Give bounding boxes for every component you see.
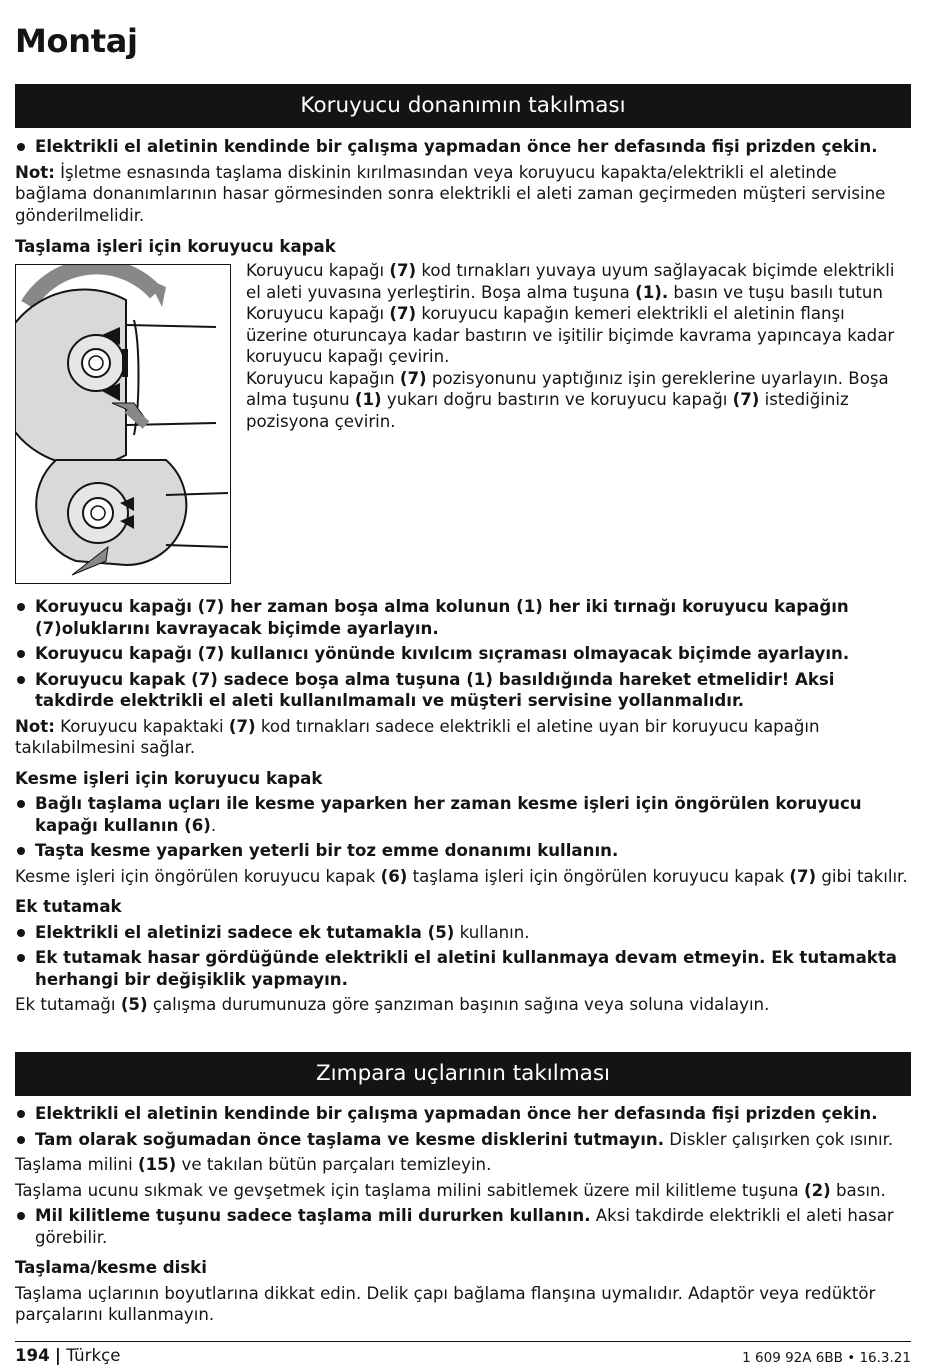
spindle-lock-paragraph [15, 1180, 911, 1202]
text-run: Koruyucu kapaktaki [54, 716, 229, 736]
page-number: 194 [15, 1346, 50, 1365]
safety-bullet [15, 922, 911, 944]
text-run: kod tırnakları sadece elektrikli el aletine uyan bir koruyucu kapağın takılabilmesini sağlar. [15, 716, 820, 757]
part-ref: (7) [228, 716, 256, 736]
text-run: ve takılan bütün parçaları temizleyin. [176, 1155, 492, 1174]
page-title: Montaj [15, 22, 138, 60]
part-ref: (15) [138, 1155, 177, 1174]
text-run: Taşlama milini [15, 1155, 138, 1174]
guard-diagram-svg [16, 265, 229, 582]
note-label: Not: [15, 162, 55, 182]
guard-instructions [246, 260, 911, 432]
footer-language: Türkçe [66, 1346, 121, 1365]
text-run: taşlama işleri için öngörülen koruyucu kapak [407, 866, 790, 886]
guard-rules-block [15, 596, 911, 1020]
text-run: Diskler çalışırken çok ısınır. [664, 1129, 894, 1149]
tools-block [15, 1103, 911, 1330]
part-ref: (7) [389, 304, 417, 323]
text-run: kod tırnakları yuvaya uyum sağlayacak biçimde elektrikli el aleti yuvasına yerleştirin. Boşa alma tuşuna [246, 261, 895, 302]
section-banner-tools: Zımpara uçlarının takılması [15, 1052, 911, 1096]
safety-bullet: Elektrikli el aletinin kendinde bir çalışma yapmadan önce her defasında fişi prizden çekin. [15, 1103, 911, 1125]
part-ref: (7) [789, 866, 817, 886]
part-ref: (7) [732, 390, 760, 409]
note-text: İşletme esnasında taşlama diskinin kırılmasından veya koruyucu kapakta/elektrikli el aletinde bağlama donanımlarının hasar görmesinden sonra elektrikli el aleti zaman geçirmeden müşteri servisine gönderilmelidir. [15, 162, 886, 225]
safety-bullet: Koruyucu kapağı (7) her zaman boşa alma kolunun (1) her iki tırnağı koruyucu kapağın (7)oluklarını kavrayacak biçimde ayarlayın. [15, 596, 911, 639]
spindle-hole [89, 356, 103, 370]
guard-instruction-1 [246, 260, 911, 368]
cutting-guard-heading: Kesme işleri için koruyucu kapak [15, 768, 323, 788]
text-run: Aksi takdirde elektrikli el aleti hasar görebilir. [35, 1206, 894, 1247]
part-ref: (5) [120, 995, 148, 1014]
spindle-hole-bottom [91, 506, 105, 520]
part-ref: (1) [354, 390, 382, 409]
text-run: Taşlama ucunu sıkmak ve gevşetmek için taşlama milini sabitlemek üzere mil kilitleme tuşuna [15, 1180, 804, 1200]
text-run: çalışma durumunuza göre şanzıman başının sağına veya soluna vidalayın. [147, 995, 770, 1014]
part-ref: (7) [389, 261, 417, 280]
text-run: Elektrikli el aletinizi sadece ek tutamakla (5) [35, 922, 455, 942]
footer-divider [15, 1341, 911, 1342]
note-paragraph [15, 716, 911, 759]
note-paragraph [15, 162, 911, 227]
text-run: basın. [830, 1180, 886, 1200]
part-ref: (2) [804, 1180, 831, 1200]
press-arrow-shaft [128, 409, 146, 425]
safety-bullet: Taşta kesme yaparken yeterli bir toz emme donanımı kullanın. [15, 840, 911, 862]
section-banner-guard: Koruyucu donanımın takılması [15, 84, 911, 128]
text-run: Kesme işleri için öngörülen koruyucu kapak [15, 866, 381, 886]
safety-bullet: Koruyucu kapak (7) sadece boşa alma tuşuna (1) basıldığında hareket etmelidir! Aksi takdirde elektrikli el aleti kullanılmamalı ve müşteri servisine yollanmalıdır. [15, 669, 911, 712]
part-ref: (7) [399, 368, 427, 388]
text-run: basın ve tuşu basılı tutun Koruyucu kapağı [246, 282, 883, 323]
safety-bullet: Koruyucu kapağı (7) kullanıcı yönünde kıvılcım sıçraması olmayacak biçimde ayarlayın. [15, 643, 911, 665]
footer-doc-code: 1 609 92A 6BB • 16.3.21 [742, 1350, 911, 1366]
part-ref: (1). [635, 282, 669, 302]
safety-bullet [15, 1129, 911, 1151]
text-run: Mil kilitleme tuşunu sadece taşlama mili dururken kullanın. [35, 1206, 591, 1225]
guard-mounting-illustration [15, 264, 231, 584]
text-run: koruyucu kapağın kemeri elektrikli el aletinin flanşı üzerine oturuncaya kadar bastırın ve işitilir biçimde kavrama yapıncaya kadar koruyucu kapağı çevirin. [246, 304, 895, 366]
cutting-guard-paragraph [15, 866, 911, 888]
text-run: pozisyonunu yaptığınız işin gereklerine uyarlayın. Boşa alma tuşunu [246, 368, 889, 409]
text-run: Bağlı taşlama uçları ile kesme yaparken her zaman kesme işleri için öngörülen koruyucu kapağı kullanın (6) [35, 794, 862, 835]
text-run: kullanın. [454, 922, 530, 942]
safety-bullet [15, 793, 911, 836]
guard-intro-block [15, 136, 911, 262]
footer-separator: | [54, 1346, 61, 1365]
text-run: yukarı doğru bastırın ve koruyucu kapağı [381, 390, 733, 409]
safety-bullet [15, 1205, 911, 1248]
part-ref: (6) [380, 866, 408, 886]
safety-bullet: Elektrikli el aletinin kendinde bir çalışma yapmadan önce her defasında fişi prizden çekin. [15, 136, 911, 158]
guard-instruction-2 [246, 368, 911, 433]
aux-handle-paragraph [15, 994, 911, 1016]
text-run: Koruyucu kapağı [246, 261, 390, 280]
text-run: Koruyucu kapağın [246, 368, 400, 388]
text-run: gibi takılır. [816, 866, 908, 886]
disc-paragraph: Taşlama uçlarının boyutlarına dikkat edin. Delik çapı bağlama flanşına uymalıdır. Adaptör veya redüktör parçalarını kullanmayın. [15, 1283, 876, 1324]
text-run: Tam olarak soğumadan önce taşlama ve kesme disklerini tutmayın. [35, 1129, 665, 1149]
release-lever [122, 349, 128, 377]
grinding-guard-heading: Taşlama işleri için koruyucu kapak [15, 237, 336, 256]
text-run: Ek tutamağı [15, 995, 121, 1014]
note-label: Not: [15, 716, 55, 736]
safety-bullet: Ek tutamak hasar gördüğünde elektrikli el aletini kullanmaya devam etmeyin. Ek tutamakta herhangi bir değişiklik yapmayın. [15, 947, 911, 990]
text-run: . [210, 815, 217, 835]
text-run: istediğiniz pozisyona çevirin. [246, 390, 849, 431]
aux-handle-heading: Ek tutamak [15, 897, 122, 916]
disc-heading: Taşlama/kesme diski [15, 1258, 207, 1277]
footer-page-info [15, 1345, 120, 1367]
spindle-clean-paragraph [15, 1154, 911, 1176]
